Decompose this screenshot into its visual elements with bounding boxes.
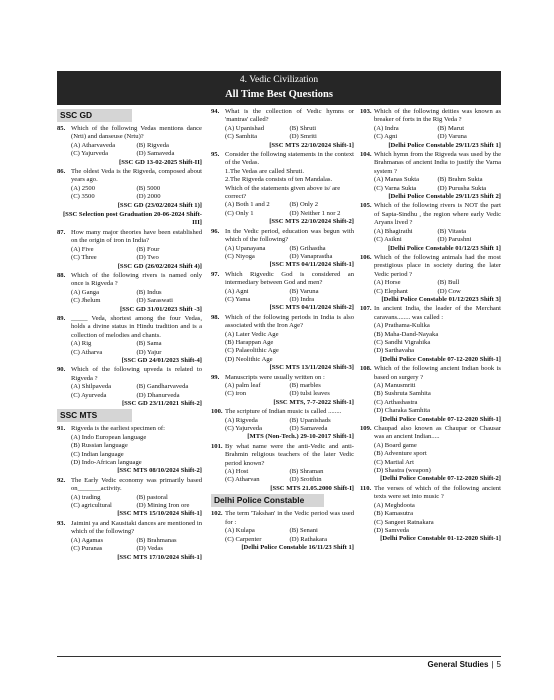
option: (B) Maha-Dand-Nayaka — [374, 330, 439, 338]
option: (C) Carpenter — [225, 535, 262, 543]
question-text: Which of the following periods in India is also associated with the Iron Age? — [225, 313, 354, 330]
option: (C) agricultural — [71, 502, 112, 510]
option: (C) Only 1 — [225, 209, 254, 217]
section-ssc-mts: SSC MTS — [57, 409, 132, 422]
option: (A) Prathama-Kulika — [374, 322, 430, 330]
options-88 — [57, 289, 202, 306]
question-number: 91. — [57, 425, 66, 433]
question-text: Jaimini ya and Kausitaki dances are mentioned in which of the following? — [71, 519, 202, 536]
option: (A) Bhagirathi — [374, 227, 413, 235]
option: (A) Shilpaveda — [71, 383, 112, 391]
question-number: 105. — [360, 202, 372, 210]
question-text: Manuscripts were usually written on : — [225, 373, 325, 381]
question-87 — [57, 229, 202, 246]
option: (D) Purusha Sukta — [437, 184, 487, 192]
option: (D) Vanaprastha — [289, 252, 333, 260]
question-text: In ancient India, the leader of the Merchant caravans........ was called : — [374, 305, 501, 321]
statement: 1.The Vedas are called Shruti. — [225, 167, 304, 175]
footer-separator: | — [491, 660, 494, 669]
option: (C) Atharva — [71, 348, 103, 356]
option: (A) Board game — [374, 441, 417, 449]
statement: 2.The Rigveda consists of ten Mandalas. — [225, 176, 333, 184]
exam-source: [SSC Selection post Graduation 20-06-2024 Shift-III] — [62, 211, 202, 227]
option: (A) Agamas — [71, 536, 104, 544]
option: (D) Varuna — [437, 133, 467, 141]
question-number: 109. — [360, 425, 372, 433]
option: (D) Indo-African language — [71, 459, 142, 467]
options-89 — [57, 340, 202, 357]
option: (D) Samveda — [374, 526, 409, 534]
question-text: Chaupad also known as Chaupar or Chausar was an ancient Indian..... — [374, 425, 501, 441]
options-108 — [360, 382, 501, 416]
question-number: 90. — [57, 366, 66, 374]
options-105 — [360, 228, 501, 245]
options-87 — [57, 246, 202, 263]
question-number: 100. — [211, 408, 223, 416]
options-101 — [211, 468, 354, 485]
option: (A) Kulapa — [225, 527, 255, 535]
question-number: 107. — [360, 305, 372, 313]
question-text: Which hymn from the Rigveda was used by the Brahmanas of ancient India to justify the Varna system ? — [374, 151, 501, 175]
option: (C) Ayurveda — [71, 391, 107, 399]
option: (D) Smriti — [289, 133, 317, 141]
question-number: 92. — [57, 476, 66, 484]
options-103 — [360, 125, 501, 142]
option: (B) Brahm Sukta — [437, 176, 483, 184]
option: (C) Sandhi Vigrahika — [374, 338, 431, 346]
question-text: The Early Vedic economy was primarily based on_______activity. — [71, 476, 202, 493]
exam-source: [Delhi Police Constable 01-12-2020 Shift-1] — [380, 535, 501, 543]
column-1 — [57, 108, 202, 563]
section-delhi-police: Delhi Police Constable — [211, 494, 324, 507]
statement: Which of the statements given above is/ are correct? — [225, 184, 341, 201]
option: (C) Indian language — [71, 450, 124, 458]
option: (C) 3500 — [71, 193, 95, 201]
option: (A) Rigveda — [225, 416, 258, 424]
option: (D) Yajur — [136, 348, 162, 356]
chapter-subtitle: All Time Best Questions — [225, 89, 333, 100]
option: (D) Neolithic Age — [225, 355, 273, 363]
question-number: 97. — [211, 270, 220, 278]
option: (B) Only 2 — [289, 201, 319, 209]
option: (D) Charaka Samhita — [374, 407, 431, 415]
question-number: 87. — [57, 228, 66, 236]
options-96 — [211, 245, 354, 262]
option: (C) Martial Art — [374, 458, 414, 466]
question-103 — [360, 108, 501, 125]
option: (D) Mining Iron ore — [136, 502, 190, 510]
question-number: 85. — [57, 125, 66, 132]
option: (B) Senani — [289, 527, 318, 535]
question-text: Consider the following statements in the context of the Vedas. — [225, 151, 354, 167]
options-95 — [211, 201, 354, 218]
question-number: 110. — [360, 484, 372, 492]
option: (B) Gandharvaveda — [136, 383, 189, 391]
option: (B) Adventure sport — [374, 450, 427, 458]
question-text: Which of the following upveda is related to Rigveda ? — [71, 366, 202, 382]
option: (C) Samhita — [225, 133, 258, 141]
option: (C) Three — [71, 254, 97, 262]
question-number: 93. — [57, 519, 66, 527]
options-104 — [360, 176, 501, 193]
question-number: 86. — [57, 168, 66, 176]
option: (D) Cow — [437, 287, 461, 295]
exam-source: [Delhi Police Constable 01/12/2023 Shift 3] — [381, 295, 501, 303]
option: (A) Upanayana — [225, 244, 266, 252]
option: (C) Asikni — [374, 236, 402, 244]
option: (C) Sangeet Ratnakara — [374, 518, 434, 526]
question-text: By what name were the anti-Vedic and anti-Brahmin religious teachers of the later Vedic period known? — [225, 442, 354, 467]
option: (B) Bull — [437, 279, 460, 287]
options-91 — [57, 434, 202, 468]
question-110 — [360, 485, 501, 502]
question-104 — [360, 151, 501, 176]
option: (B) Varuna — [289, 287, 319, 295]
question-93 — [57, 520, 202, 537]
option: (D) Rathakara — [289, 535, 328, 543]
option: (D) Shastra (weapon) — [374, 467, 431, 475]
question-92 — [57, 477, 202, 494]
option: (A) Manas Sukta — [374, 176, 420, 184]
exam-source: [Delhi Police Constable 07-12-2020 Shift-1] — [380, 355, 501, 363]
question-106 — [360, 254, 501, 279]
chapter-title: 4. Vedic Civilization — [239, 75, 319, 85]
question-text: Which of the following rivers is named only once is Rigveda ? — [71, 271, 202, 288]
section-ssc-gd: SSC GD — [57, 109, 132, 122]
option: (C) Yajurveda — [225, 425, 262, 433]
options-97 — [211, 288, 354, 305]
question-text: What is the collection of Vedic hymns or 'mantras' called? — [225, 108, 354, 124]
question-107 — [360, 305, 501, 322]
option: (A) Horse — [374, 279, 401, 287]
option: (D) 2000 — [136, 193, 161, 201]
question-text: The oldest Veda is the Rigveda, composed about years ago. — [71, 168, 202, 184]
question-86 — [57, 168, 202, 185]
question-text: The term 'Takshan' in the Vedic period was used for : — [225, 510, 354, 526]
column-2 — [211, 108, 354, 553]
exam-source: [SSC MTS, 7-7-2022 Shift-1] — [273, 398, 354, 406]
option: (A) Five — [71, 245, 94, 253]
option: (D) tulsi leaves — [289, 390, 330, 398]
question-101 — [211, 443, 354, 468]
option: (C) Yama — [225, 295, 251, 303]
exam-source: [Delhi Police Constable 29/11/23 Shift 1] — [388, 141, 501, 149]
question-number: 104. — [360, 151, 372, 159]
question-text: In the Vedic period, education was begun with which of the following? — [225, 227, 354, 244]
question-99 — [211, 374, 354, 382]
options-94 — [211, 125, 354, 142]
option: (B) marbles — [289, 382, 321, 389]
question-number: 102. — [211, 510, 223, 518]
option: (C) Agni — [374, 133, 398, 141]
option: (B) Grihastha — [289, 244, 326, 252]
exam-source: [SSC GD (26/02/2024 Shift 4)] — [117, 262, 202, 270]
option: (D) Neither 1 nor 2 — [289, 209, 341, 217]
options-100 — [211, 417, 354, 434]
options-99 — [211, 382, 354, 399]
question-text: _____ Veda, shortest among the four Vedas, holds a divine status in Hindu tradition and is a collection of melodies and chants. — [71, 314, 202, 339]
question-105 — [360, 202, 501, 227]
option: (B) Shruti — [289, 124, 317, 132]
option: (A) Agni — [225, 287, 249, 295]
option: (C) Puranas — [71, 545, 103, 553]
option: (D) Dhanurveda — [136, 391, 180, 399]
question-102 — [211, 510, 354, 527]
option: (D) Indra — [289, 295, 315, 303]
option: (A) Indra — [374, 124, 399, 132]
options-92 — [57, 494, 202, 511]
question-109 — [360, 425, 501, 442]
option: (B) pastoral — [136, 493, 168, 501]
question-108 — [360, 365, 501, 382]
chapter-header — [57, 71, 501, 105]
option: (C) Jhelum — [71, 297, 101, 305]
question-96 — [211, 228, 354, 245]
question-100 — [211, 408, 354, 416]
exam-source: [SSC MTS 21.05.2000 Shift-I] — [270, 484, 354, 492]
option: (C) Niyoga — [225, 252, 255, 260]
option: (C) Elephant — [374, 287, 408, 295]
option: (C) iron — [225, 390, 247, 398]
question-text: Which of the following deities was known as breaker of forts in the Rig Veda ? — [374, 108, 501, 124]
option: (B) Upanishads — [289, 416, 331, 424]
option: (B) Four — [136, 245, 160, 253]
question-text: The scripture of Indian music is called ........ — [225, 408, 342, 416]
option: (A) Upanishad — [225, 124, 265, 132]
question-95 — [211, 151, 354, 168]
option: (B) Shraman — [289, 468, 324, 476]
options-107 — [360, 322, 501, 356]
option: (D) Vedas — [136, 545, 163, 553]
question-number: 103. — [360, 108, 372, 115]
page-footer — [57, 656, 501, 669]
question-text: Which of the following ancient Indian book is based on surgery ? — [374, 365, 501, 381]
exam-source: [SSC GD 23/11/2021 Shift-2] — [121, 400, 202, 407]
option: (A) Both 1 and 2 — [225, 201, 270, 209]
options-110 — [360, 502, 501, 536]
option: (C) Varna Sukta — [374, 184, 417, 192]
question-88 — [57, 272, 202, 289]
question-text: Rigveda is the earliest specimen of: — [71, 425, 165, 433]
option: (A) Later Vedic Age — [225, 330, 279, 338]
option: (A) Rig — [71, 340, 92, 348]
exam-source: [Delhi Police Constable 29/11/23 Shift 2] — [388, 193, 501, 201]
question-number: 99. — [211, 373, 220, 381]
option: (A) trading — [71, 493, 101, 501]
question-number: 89. — [57, 314, 66, 322]
exam-source: [SSC MTS 13/11/2024 Shift-3] — [269, 364, 354, 372]
question-number: 96. — [211, 227, 220, 235]
option: (A) Indo European language — [71, 433, 147, 441]
exam-source: [MTS (Non-Tech.) 29-10-2017 Shift-1] — [247, 433, 354, 441]
options-93 — [57, 537, 202, 554]
question-number: 108. — [360, 365, 372, 373]
exam-source: [Delhi Police Constable 01/12/23 Shift 1] — [387, 244, 501, 252]
exam-source: [SSC MTS 08/10/2024 Shift-2] — [117, 467, 202, 475]
question-89 — [57, 315, 202, 340]
option: (C) Atharvan — [225, 476, 260, 484]
option: (A) Atharvaveda — [71, 141, 116, 149]
exam-source: [SSC MTS 17/10/2024 Shift-1] — [117, 553, 202, 561]
exam-source: [SSC MTS 22/10/2024 Shift-2] — [269, 218, 354, 226]
question-text: Which of the following rivers is NOT the part of Sapta-Sindhu , the region where early Vedic Aryans lived ? — [374, 202, 501, 227]
option: (D) Samaveda — [289, 425, 328, 433]
option: (D) Sarthavaha — [374, 347, 415, 355]
option: (D) Saraswati — [136, 297, 173, 305]
option: (D) Srotthin — [289, 476, 322, 484]
column-3 — [360, 108, 501, 545]
option: (D) Parushni — [437, 236, 472, 244]
option: (A) 2500 — [71, 184, 95, 192]
question-text: How many major theories have been established on the origin of iron in India? — [71, 228, 202, 245]
question-85 — [57, 125, 202, 142]
exam-source: [SSC GD (23/02/2024 Shift 1)] — [117, 201, 202, 209]
exam-source: [Delhi Police Constable 07-12-2020 Shift-2] — [380, 475, 501, 483]
question-number: 101. — [211, 442, 223, 450]
option: (A) Host — [225, 468, 249, 476]
question-97 — [211, 271, 354, 288]
question-number: 88. — [57, 271, 66, 279]
question-number: 94. — [211, 108, 220, 115]
option: (B) Harappan Age — [225, 338, 274, 346]
option: (B) Marut — [437, 124, 465, 132]
options-102 — [211, 527, 354, 544]
option: (A) palm leaf — [225, 382, 261, 389]
page-number: 5 — [496, 660, 501, 669]
options-86 — [57, 185, 202, 202]
options-98 — [211, 331, 354, 365]
exam-source: [Delhi Police Constable 07-12-2020 Shift-1] — [380, 415, 501, 423]
option: (B) Sama — [136, 340, 162, 348]
question-number: 106. — [360, 253, 372, 261]
option: (A) Ganga — [71, 288, 100, 296]
options-109 — [360, 442, 501, 476]
option: (B) Sushruta Samhita — [374, 390, 431, 398]
exam-source: [SSC MTS 04/11/2024 Shift-1] — [269, 261, 354, 269]
question-text: The verses of which of the following ancient texts were set into music ? — [374, 484, 501, 501]
exam-source: [SSC GD 13-02-2025 Shift-II] — [119, 158, 202, 166]
option: (B) Kamasutra — [374, 510, 413, 518]
question-number: 95. — [211, 151, 220, 159]
question-text: Which of the following Vedas mentions dance (Nrti) and danseuse (Nrtu)? — [71, 125, 202, 141]
option: (D) Samaveda — [136, 150, 175, 158]
option: (C) Arthashastra — [374, 398, 418, 406]
option: (C) Yajurveda — [71, 150, 108, 158]
exam-source: [SSC MTS 22/10/2024 Shift-1] — [269, 141, 354, 149]
option: (B) 5000 — [136, 184, 161, 192]
option: (B) Russian language — [71, 442, 128, 450]
option: (D) Two — [136, 254, 159, 262]
exam-source: [SSC GD 31/01/2023 Shift -3] — [119, 305, 202, 313]
options-90 — [57, 383, 202, 400]
exam-source: [Delhi Police Constable 16/11/23 Shift 1] — [241, 543, 354, 551]
options-106 — [360, 279, 501, 296]
option: (A) Meghdoota — [374, 501, 415, 509]
option: (C) Palaeolithic Age — [225, 347, 279, 355]
option: (B) Rigveda — [136, 141, 169, 149]
question-91 — [57, 425, 202, 433]
exam-source: [SSC MTS 15/10/2024 Shift-1] — [117, 510, 202, 518]
option: (A) Manusmriti — [374, 382, 416, 389]
exam-source: [SSC MTS 04/11/2024 Shift-2] — [269, 304, 354, 312]
exam-source: [SSC GD 24/01/2023 Shift-4] — [121, 356, 202, 364]
question-number: 98. — [211, 313, 220, 321]
question-98 — [211, 314, 354, 331]
option: (B) Vitasta — [437, 227, 467, 235]
question-text: Which of the following animals had the most prestigious place in society during the later Vedic period ? — [374, 253, 501, 278]
options-85 — [57, 142, 202, 159]
option: (B) Brahmanas — [136, 536, 177, 544]
question-94 — [211, 108, 354, 125]
option: (B) Indus — [136, 288, 162, 296]
footer-subject: General Studies — [427, 660, 489, 669]
question-90 — [57, 366, 202, 383]
statements-95 — [211, 168, 354, 202]
question-text: Which Rigvedic God is considered an intermediary between God and men? — [225, 270, 354, 287]
